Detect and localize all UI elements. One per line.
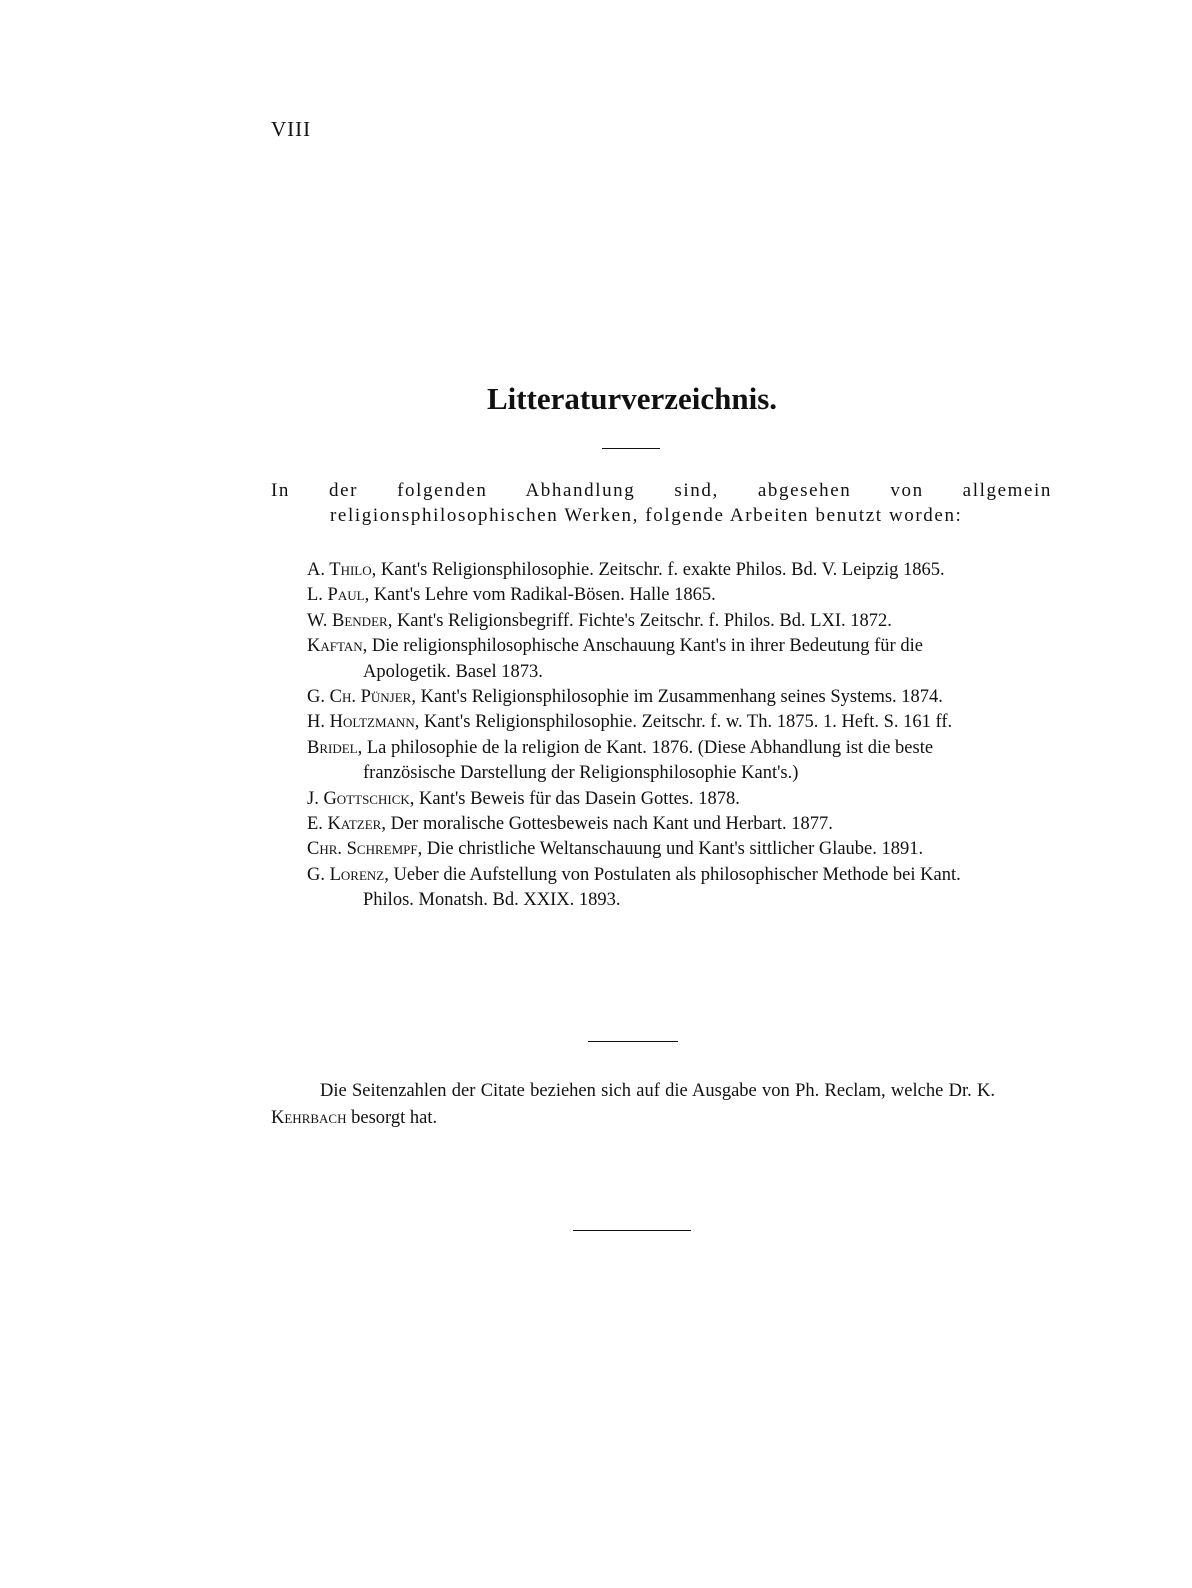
reference-item xyxy=(307,837,995,862)
reference-author: A. Thilo xyxy=(307,560,372,580)
divider-rule xyxy=(602,448,660,449)
page-title: Litteraturverzeichnis. xyxy=(486,381,778,416)
reference-item xyxy=(307,787,995,812)
footer-text-end: besorgt hat. xyxy=(346,1108,438,1128)
reference-author: J. Gottschick xyxy=(307,788,410,809)
reference-item xyxy=(307,634,995,685)
reference-item xyxy=(307,558,995,583)
reference-text: , Kant's Lehre vom Radikal-Bösen. Halle 1865. xyxy=(364,585,716,606)
reference-text: , Der moralische Gottesbeweis nach Kant und Herbart. 1877. xyxy=(381,814,833,835)
reference-text: , Kant's Religionsbegriff. Fichte's Zeitschr. f. Philos. Bd. LXI. 1872. xyxy=(387,610,892,631)
reference-author: W. Bender xyxy=(307,610,388,631)
reference-author: G. Lorenz xyxy=(307,864,385,885)
reference-text: , Die christliche Weltanschauung und Kant's sittlicher Glaube. 1891. xyxy=(417,839,924,860)
reference-author: E. Katzer xyxy=(307,814,382,835)
reference-text: , Kant's Religionsphilosophie. Zeitschr. f. w. Th. 1875. 1. Heft. S. 161 ff. xyxy=(414,712,953,733)
reference-author: Kaftan xyxy=(307,636,363,657)
reference-item xyxy=(307,736,995,787)
divider-rule xyxy=(588,1041,678,1042)
reference-item xyxy=(307,812,995,837)
reference-item xyxy=(307,685,995,710)
reference-item xyxy=(307,863,995,914)
reference-text: , Kant's Religionsphilosophie im Zusammenhang seines Systems. 1874. xyxy=(411,687,943,708)
reference-author: Chr. Schrempf xyxy=(307,839,418,860)
reference-author: G. Ch. Pünjer xyxy=(307,687,412,708)
reference-item xyxy=(307,609,995,634)
footer-note xyxy=(271,1078,995,1132)
reference-author: L. Paul xyxy=(307,585,365,606)
page-number: VIII xyxy=(271,117,312,141)
reference-list xyxy=(307,558,995,914)
footer-text: Die Seitenzahlen der Citate beziehen sich auf die Ausgabe von Ph. Reclam, welche Dr. K. xyxy=(320,1081,995,1101)
reference-item xyxy=(307,710,995,735)
end-rule xyxy=(573,1230,691,1231)
reference-author: Bridel xyxy=(307,737,358,758)
intro-paragraph: In der folgenden Abhandlung sind, abgesehen von allgemein religionsphilosophischen Werken, folgende Arbeiten benutzt worden: xyxy=(271,480,1052,526)
reference-text: , Ueber die Aufstellung von Postulaten als philosophischer Methode bei Kant. Philos. Monatsh. Bd. XXIX. 1893. xyxy=(363,864,961,911)
footer-name: Kehrbach xyxy=(271,1108,347,1128)
reference-author: H. Holtzmann xyxy=(307,712,415,733)
reference-text: , La philosophie de la religion de Kant. 1876. (Diese Abhandlung ist die beste französische Darstellung der Religionsphilosophie Kant's.) xyxy=(357,737,934,784)
reference-text: , Kant's Beweis für das Dasein Gottes. 1878. xyxy=(409,788,740,809)
reference-text: , Die religionsphilosophische Anschauung Kant's in ihrer Bedeutung für die Apologetik. Basel 1873. xyxy=(362,636,923,682)
reference-text: , Kant's Religionsphilosophie. Zeitschr. f. exakte Philos. Bd. V. Leipzig 1865. xyxy=(371,560,945,580)
reference-item xyxy=(307,583,995,608)
